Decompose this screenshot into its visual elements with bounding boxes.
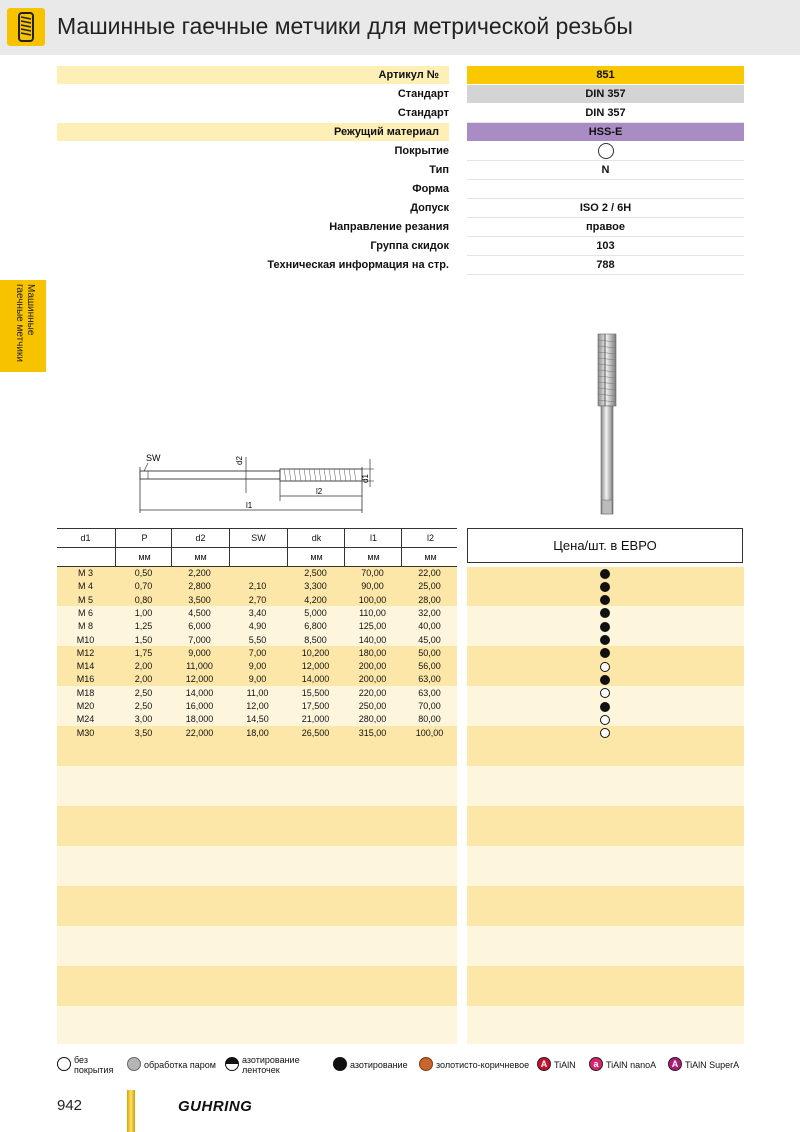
column-unit: мм [401,548,459,566]
page-header [0,0,800,55]
cell-d2: 2,200 [188,568,211,578]
cell-sw [229,567,286,580]
spec-row [57,123,744,141]
cell-l2: 70,00 [418,701,441,711]
cell-d1: M10 [76,634,95,645]
table-row [57,700,457,713]
cell-sw: 9,00 [248,661,267,672]
cell-l2: 56,00 [418,661,441,672]
price-row-band [467,806,744,846]
cell-l1: 125,00 [358,621,387,632]
cell-sw: 18,00 [246,727,269,738]
on-request-ring-icon [600,662,610,672]
cell-dk: 17,500 [301,701,330,711]
spec-value: N [467,161,744,180]
tialn-icon [537,1057,551,1071]
spec-label: Направление резания [329,221,449,233]
tap-product-image [588,330,628,520]
cell-p: 0,70 [134,581,153,592]
table-row-band [57,966,457,1006]
spec-value [467,142,744,161]
page-number: 942 [57,1097,83,1114]
column-header-l2: l2 [401,529,459,547]
legend-label: TiAlN SuperA [685,1060,740,1070]
land-nitrided-icon [225,1057,239,1071]
cell-dk: 10,200 [301,647,330,658]
column-header-d1: d1 [80,533,91,543]
column-unit [229,548,287,566]
spec-row [57,237,744,255]
spec-label: Группа скидок [370,240,449,252]
cell-d1: M30 [76,727,95,738]
table-row [57,634,457,647]
in-stock-dot-icon [600,582,610,592]
cell-l1: 200,00 [358,661,387,672]
cell-l1: 220,00 [358,687,387,698]
cell-l2: 32,00 [418,607,441,618]
cell-d1: M18 [76,687,95,698]
cell-d2: 3,500 [188,594,211,605]
sw-label: SW [146,453,161,463]
table-row [57,580,457,593]
uncoated-ring-icon [598,143,614,159]
spec-value: 103 [467,237,744,256]
gold-brown-icon [419,1057,433,1071]
d2-label: d2 [235,456,244,465]
cell-l1: 180,00 [358,647,387,658]
column-header-p: P [115,529,173,547]
cell-dk: 6,800 [304,621,327,632]
in-stock-dot-icon [600,622,610,632]
cell-d1: M 8 [77,621,93,632]
table-row [57,687,457,700]
legend-label-line: ленточек [242,1065,280,1075]
cell-d1: M20 [76,701,95,711]
column-header-l1: l1 [344,529,402,547]
cell-d2: 9,000 [188,647,211,658]
price-column-header: Цена/шт. в ЕВРО [467,528,743,563]
cell-l1: 280,00 [358,714,387,725]
spec-label: Тип [429,164,449,176]
cell-d2: 2,800 [188,581,211,592]
cell-l1: 70,00 [361,568,384,578]
steam-treated-icon [127,1057,141,1071]
cell-dk: 8,500 [304,634,327,645]
table-row-band [57,1006,457,1044]
column-unit: мм [171,548,229,566]
table-row-band [57,806,457,846]
cell-d2: 18,000 [185,714,214,725]
price-row-band [467,846,744,886]
cell-l2: 100,00 [415,727,444,738]
legend-label-line: без [74,1055,88,1065]
spec-value: 788 [467,256,744,275]
cell-l1: 100,00 [358,594,387,605]
cell-l1: 200,00 [358,674,387,685]
cell-l1: 110,00 [359,607,386,618]
table-row-band [57,886,457,926]
legend-label: обработка паром [144,1060,216,1070]
table-row [57,607,457,620]
tap-logo-icon [7,8,45,46]
cell-l2: 22,00 [418,568,441,578]
spec-value: 851 [467,66,744,84]
legend-label [74,1055,113,1075]
spec-row [57,256,744,274]
cell-d1: M24 [76,714,95,725]
price-row-band [467,966,744,1006]
cell-p: 1,50 [134,634,153,645]
section-tab[interactable] [0,280,46,372]
cell-d1: M14 [76,661,95,672]
cell-d1: M 6 [77,607,93,618]
cell-dk: 5,000 [304,607,327,618]
legend-label: TiAlN nanoA [606,1060,657,1070]
column-header-sw: SW [229,529,287,547]
spec-label: Артикул № [57,66,449,84]
legend-letter: a [593,1059,599,1069]
spec-label: Техническая информация на стр. [267,259,449,271]
l2-label: l2 [316,487,323,496]
legend-label-line: покрытия [74,1065,114,1075]
column-unit: мм [344,548,402,566]
cell-d2: 14,000 [185,687,214,698]
spec-row [57,104,744,122]
cell-l2: 28,00 [418,594,441,605]
cell-d2: 6,000 [188,621,211,632]
l1-label: l1 [246,501,253,510]
section-tab-label: Машинные гаечные метчики [14,284,36,362]
spec-label: Форма [412,183,449,195]
uncoated-icon [57,1057,71,1071]
gold-accent-bar [127,1090,135,1132]
cell-p: 1,25 [134,621,153,632]
cell-d1: M16 [76,674,95,685]
legend-letter: A [671,1059,679,1069]
spec-value: DIN 357 [467,104,744,123]
cell-sw: 9,00 [248,674,267,685]
d1-label: d1 [361,474,370,483]
tialn-icon [668,1057,682,1071]
cell-sw: 12,00 [246,701,269,711]
cell-d2: 7,000 [188,634,211,645]
cell-dk: 21,000 [301,714,330,725]
spec-value: правое [467,218,744,237]
table-row-band [57,846,457,886]
spec-value [467,180,744,199]
cell-dk: 14,000 [301,674,330,685]
cell-d1: M 5 [77,594,93,605]
brand-logo: GUHRING [178,1098,253,1115]
spec-label: Стандарт [397,107,449,119]
cell-dk: 3,300 [304,581,327,592]
cell-d1: M12 [76,647,95,658]
coating-legend [57,1054,757,1078]
cell-p: 2,00 [134,661,153,672]
cell-dk: 2,500 [304,568,327,578]
spec-row [57,66,744,84]
spec-value: HSS-E [467,123,744,141]
in-stock-dot-icon [600,569,610,579]
cell-d2: 12,000 [185,674,214,685]
in-stock-dot-icon [600,702,610,712]
cell-p: 1,75 [134,647,153,658]
cell-l2: 80,00 [418,714,441,725]
cell-dk: 26,500 [301,727,330,738]
price-row-band [467,1006,744,1044]
cell-l2: 50,00 [418,647,441,658]
cell-d1: M 4 [77,581,93,592]
table-row [57,660,457,673]
legend-label-line: азотирование [242,1055,300,1065]
cell-sw: 2,70 [248,594,267,605]
cell-d2: 11,000 [186,661,213,672]
cell-p: 1,00 [134,607,153,618]
spec-row [57,180,744,198]
page-title: Машинные гаечные метчики для метрической резьбы [57,13,633,39]
column-header-d2: d2 [171,529,229,547]
table-row-band [57,926,457,966]
legend-label: азотирование [350,1060,408,1070]
cell-l2: 40,00 [418,621,441,632]
cell-d2: 22,000 [185,727,214,738]
tap-dimension-drawing [134,443,384,518]
on-request-ring-icon [600,715,610,725]
legend-label: золотисто-коричневое [436,1060,530,1070]
cell-l1: 90,00 [361,581,384,592]
cell-d1: M 3 [77,568,93,578]
column-unit: мм [115,548,173,566]
spec-label: Покрытие [394,145,449,157]
spec-value: ISO 2 / 6H [467,199,744,218]
cell-l1: 140,00 [358,634,387,645]
table-row [57,567,457,580]
cell-p: 2,00 [134,674,153,685]
table-row [57,713,457,726]
cell-l2: 45,00 [418,634,441,645]
table-row [57,673,457,686]
cell-p: 3,00 [134,714,153,725]
column-unit [57,548,114,566]
column-header-dk: dk [287,529,345,547]
price-row-band [467,886,744,926]
cell-sw: 14,50 [246,714,269,725]
spec-label: Допуск [410,202,449,214]
spec-row [57,218,744,236]
price-row-band [467,766,744,806]
column-unit: мм [287,548,345,566]
legend-label: TiAlN [554,1060,576,1070]
cell-sw: 11,00 [246,687,269,698]
spec-label: Стандарт [397,88,449,100]
cell-p: 0,80 [134,594,153,605]
in-stock-dot-icon [600,635,610,645]
table-row-band [57,766,457,806]
table-row [57,620,457,633]
table-header-row [57,528,457,548]
nitrided-icon [333,1057,347,1071]
spec-row [57,199,744,217]
cell-sw: 4,90 [248,621,267,632]
cell-l2: 63,00 [418,687,441,698]
cell-l2: 25,00 [418,581,441,592]
cell-l1: 250,00 [358,701,387,711]
cell-l2: 63,00 [418,674,441,685]
cell-dk: 15,500 [301,687,330,698]
table-row [57,647,457,660]
cell-sw: 7,00 [248,647,267,658]
cell-p: 2,50 [134,687,153,698]
spec-row [57,85,744,103]
spec-label: Режущий материал [57,123,449,141]
cell-dk: 4,200 [304,594,327,605]
cell-d2: 16,000 [185,701,214,711]
cell-p: 2,50 [134,701,153,711]
cell-sw: 3,40 [248,607,267,618]
dimension-table [57,528,457,567]
legend-label [242,1055,300,1075]
tialn-icon [589,1057,603,1071]
cell-p: 3,50 [134,727,153,738]
table-row [57,594,457,607]
cell-sw: 5,50 [248,634,267,645]
cell-dk: 12,000 [301,661,330,672]
price-row-band [467,926,744,966]
table-row [57,727,457,740]
in-stock-dot-icon [600,675,610,685]
cell-p: 0,50 [134,568,153,578]
cell-sw: 2,10 [248,581,267,592]
spec-value: DIN 357 [467,85,744,103]
spec-row [57,142,744,160]
spec-row [57,161,744,179]
cell-d2: 4,500 [188,607,211,618]
table-units-row [57,548,457,567]
cell-l1: 315,00 [358,727,387,738]
legend-letter: A [540,1059,548,1069]
